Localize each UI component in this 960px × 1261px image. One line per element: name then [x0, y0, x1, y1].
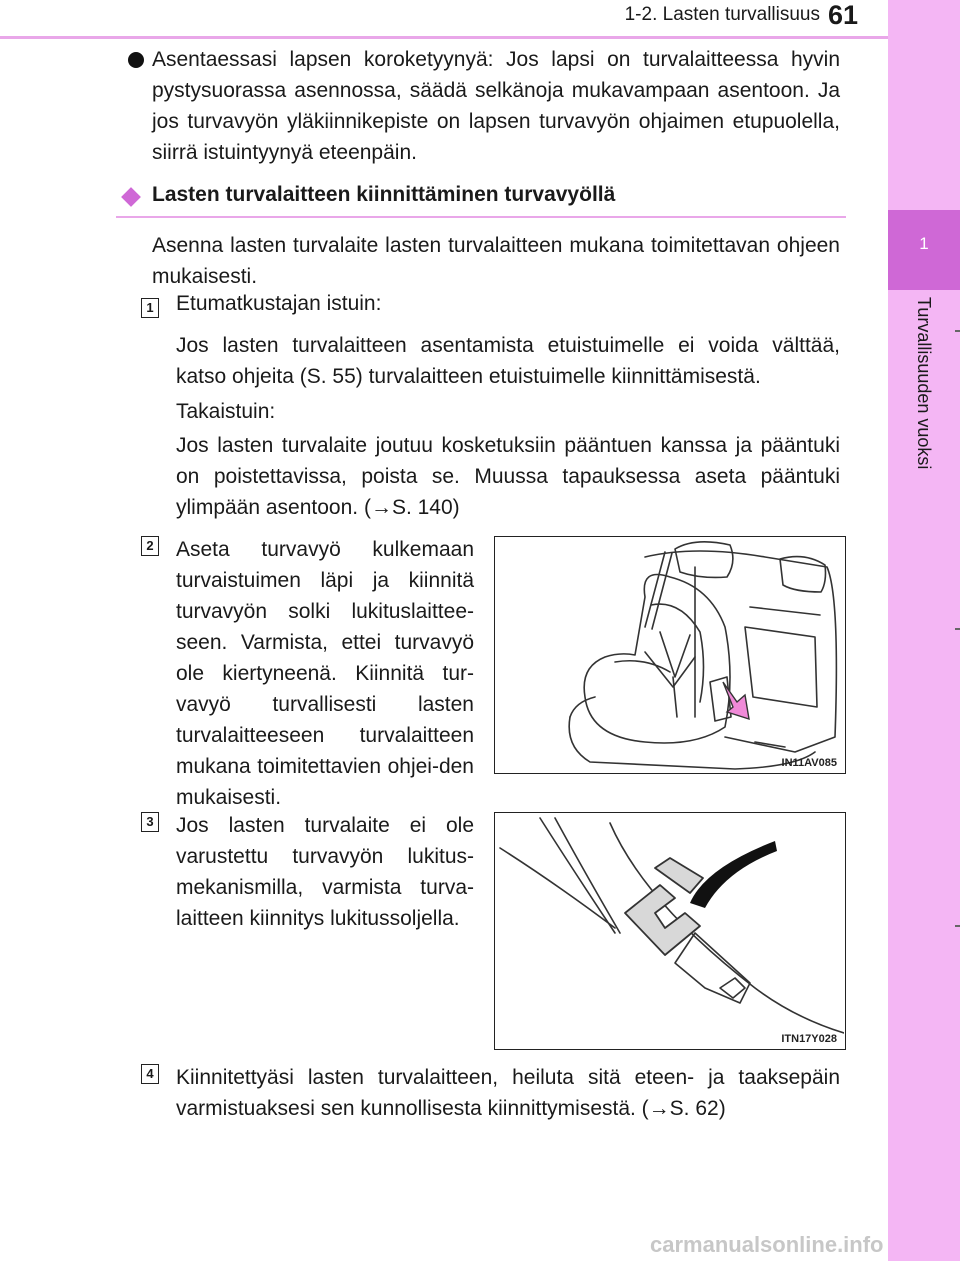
locking-clip-figure	[494, 812, 846, 1050]
step2-text: Aseta turvavyö kulkemaan turvaistuimen läpi ja kiinnitä turvavyön solki lukituslaittee-seen. Varmista, ettei turvavyö ole kiertyneenä. Kiinnitä tur-vavyö turvallisesti lasten turvalaitteeseen turvalaitteen mukana toimitettavien ohjei-den mukaisesti.	[176, 538, 474, 809]
child-seat-figure	[494, 536, 846, 774]
chapter-number: 1	[919, 234, 929, 253]
chapter-title: Turvallisuuden vuoksi	[914, 297, 934, 470]
curved-arrow-icon	[690, 841, 777, 908]
figure-code: ITN17Y028	[781, 1033, 837, 1045]
locking-clip-illustration	[495, 813, 844, 1048]
step1-text: Jos lasten turvalaitteen asentamista etuistuimelle ei voida välttää, katso ohjeita (S. 55) turvalaitteen etuistuimelle kiinnittämisestä.	[176, 334, 840, 388]
step-number-badge: 1	[141, 298, 159, 318]
child-seat-illustration	[495, 537, 844, 772]
heading-rule	[116, 216, 846, 218]
subsection-intro: Asenna lasten turvalaite lasten turvalaitteen mukana toimitettavan ohjeen mukaisesti.	[152, 234, 840, 288]
section-title: 1-2. Lasten turvallisuus	[624, 4, 820, 25]
step1-title-rear: Takaistuin:	[176, 400, 276, 423]
page-number: 61	[828, 0, 859, 30]
step-number-badge: 4	[141, 1064, 159, 1084]
crop-mark	[955, 628, 960, 630]
crop-mark	[955, 330, 960, 332]
subsection-heading: Lasten turvalaitteen kiinnittäminen turvavyöllä	[152, 183, 616, 206]
crop-mark	[955, 925, 960, 927]
figure-code: IN11AV085	[781, 757, 837, 769]
watermark: carmanualsonline.info	[650, 1232, 884, 1257]
locking-clip-icon	[625, 885, 700, 955]
step3-text: Jos lasten turvalaite ei ole varustettu turvavyön lukitus-mekanismilla, varmista turva-laitteen kiinnitys lukitussoljella.	[176, 814, 474, 930]
step1-text-rear: Jos lasten turvalaite joutuu kosketuksiin pääntuen kanssa ja pääntuki on poistettavissa, poista se. Muussa tapauksessa aseta pääntuki ylimpään asentoon. (→S. 140)	[176, 434, 840, 519]
bullet-note: Asentaessasi lapsen koroketyynyä: Jos lapsi on turvalaitteessa hyvin pystysuorassa asennossa, säädä selkänoja mukavampaan asentoon. Ja jos turvavyön yläkiinnikepiste on lapsen turvavyön ohjaimen etupuolella, siirrä istuintyynyä eteenpäin.	[152, 48, 840, 164]
diamond-icon	[121, 187, 141, 207]
step4-text: Kiinnitettyäsi lasten turvalaitteen, heiluta sitä eteen- ja taaksepäin varmistuaksesi sen kunnollisesta kiinnittymisestä. (→S. 62)	[176, 1066, 840, 1120]
chapter-side-tab	[888, 0, 960, 1261]
header-rule	[0, 36, 888, 39]
bullet-icon	[128, 52, 144, 68]
step1-title: Etumatkustajan istuin:	[176, 292, 382, 315]
step-number-badge: 3	[141, 812, 159, 832]
step-number-badge: 2	[141, 536, 159, 556]
